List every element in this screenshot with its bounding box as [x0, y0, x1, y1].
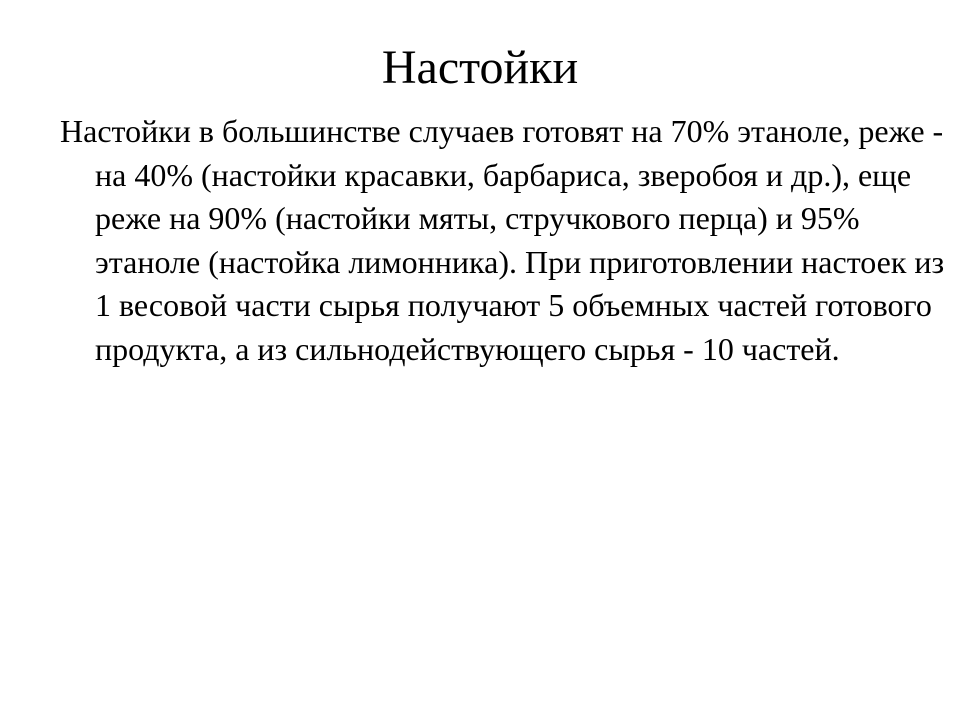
slide-body-text: Настойки в большинстве случаев готовят на 70% этаноле, реже - на 40% (настойки красавки, барбариса, зверобоя и др.), еще реже на 90% (настойки мяты, стручкового перца) и 95% этаноле (настойка лимонника). При приготовлении настоек из 1 весовой части сырья получают 5 объемных частей готового продукта, а из сильнодействующего сырья - 10 частей.	[60, 113, 945, 367]
slide-title: Настойки	[381, 41, 579, 94]
